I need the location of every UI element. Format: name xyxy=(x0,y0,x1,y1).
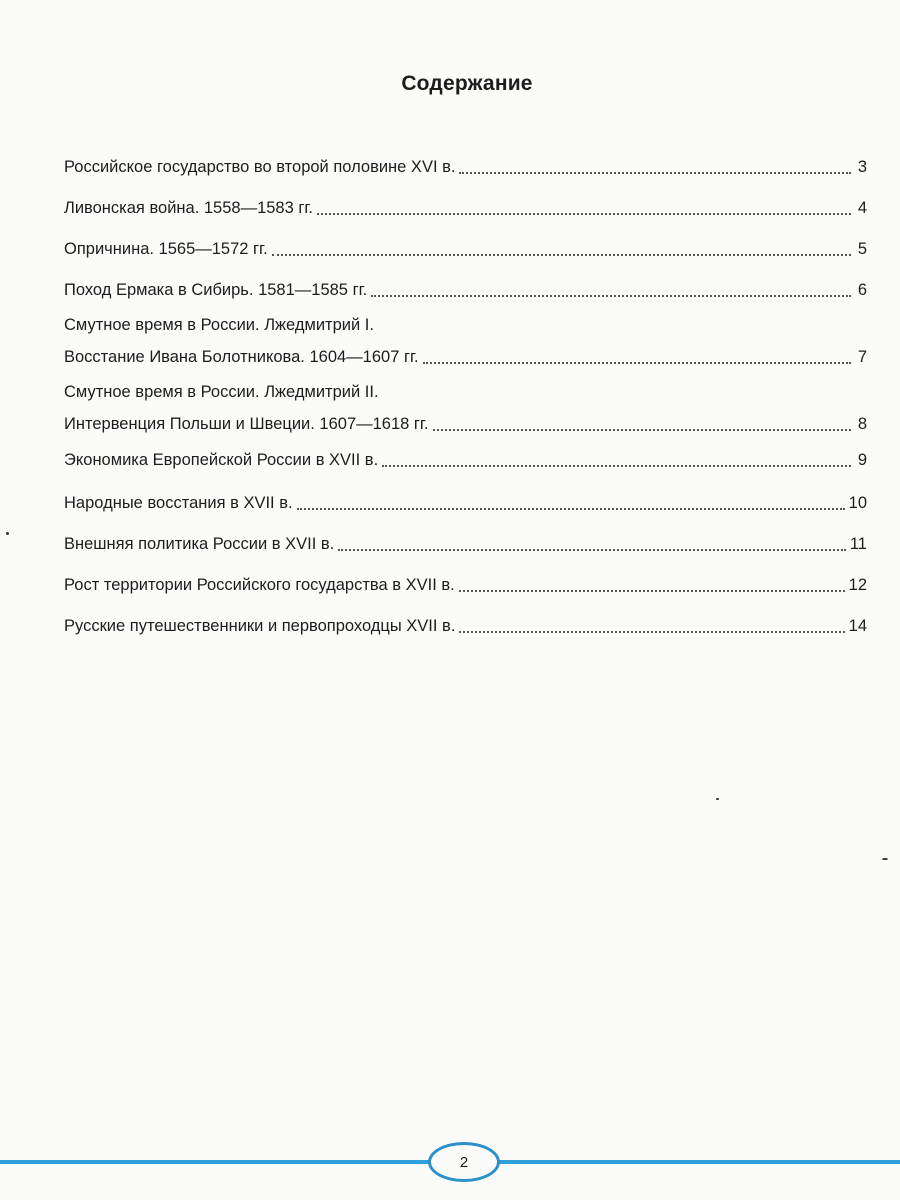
toc-page-number: 5 xyxy=(857,240,867,258)
page-number-badge xyxy=(428,1142,500,1182)
print-speck xyxy=(716,798,719,800)
toc-leader xyxy=(317,193,851,215)
toc-entry-title-line: Смутное время в России. Лжедмитрий I. xyxy=(64,316,374,334)
toc-leader xyxy=(423,342,851,364)
print-speck xyxy=(882,858,888,860)
toc-entry xyxy=(64,275,867,301)
toc-page-number: 11 xyxy=(849,535,867,553)
toc-entry xyxy=(64,611,867,637)
toc-entry xyxy=(64,529,867,555)
print-speck xyxy=(6,532,9,535)
page-title: Содержание xyxy=(401,72,533,95)
toc-leader xyxy=(459,611,844,633)
toc-entry xyxy=(64,570,867,596)
toc-leader xyxy=(272,234,851,256)
toc-leader xyxy=(338,529,846,551)
toc-page-number: 4 xyxy=(857,199,867,217)
toc-entry-title: Внешняя политика России в XVII в. xyxy=(64,535,335,553)
toc-entry-title: Восстание Ивана Болотникова. 1604—1607 гг. xyxy=(64,348,419,366)
toc-page-number: 14 xyxy=(848,617,867,635)
toc-page-number: 12 xyxy=(848,576,867,594)
toc-leader xyxy=(459,152,851,174)
toc-page-number: 9 xyxy=(857,451,867,469)
toc-leader xyxy=(433,409,851,431)
toc-entry xyxy=(64,381,867,435)
toc-entry-title: Ливонская война. 1558—1583 гг. xyxy=(64,199,313,217)
toc-leader xyxy=(297,488,845,510)
toc-entry-title: Экономика Европейской России в XVII в. xyxy=(64,451,379,469)
toc-entry-title: Русские путешественники и первопроходцы XVII в. xyxy=(64,617,456,635)
toc-entry-title: Опричнина. 1565—1572 гг. xyxy=(64,240,268,258)
toc-leader xyxy=(371,275,851,297)
toc-leader xyxy=(382,445,851,467)
toc-entry xyxy=(64,234,867,260)
toc-entry xyxy=(64,193,867,219)
toc-entry xyxy=(64,488,867,514)
toc-page-number: 7 xyxy=(857,348,867,366)
toc-entry-title: Поход Ермака в Сибирь. 1581—1585 гг. xyxy=(64,281,368,299)
toc-entry-title: Рост территории Российского государства в XVII в. xyxy=(64,576,455,594)
toc-entry xyxy=(64,445,867,471)
toc-page-number: 10 xyxy=(848,494,867,512)
toc-entry xyxy=(64,152,867,178)
toc-leader xyxy=(459,570,845,592)
toc-entry-title: Народные восстания в XVII в. xyxy=(64,494,293,512)
toc-entry-title: Интервенция Польши и Швеции. 1607—1618 гг. xyxy=(64,415,429,433)
toc-page-number: 8 xyxy=(857,415,867,433)
toc-page-number: 6 xyxy=(857,281,867,299)
toc-entry-title: Российское государство во второй половине XVI в. xyxy=(64,158,456,176)
toc-entry xyxy=(64,314,867,368)
page-number: 2 xyxy=(459,1153,469,1171)
toc-page-number: 3 xyxy=(857,158,867,176)
toc-entry-title-line: Смутное время в России. Лжедмитрий II. xyxy=(64,383,379,401)
